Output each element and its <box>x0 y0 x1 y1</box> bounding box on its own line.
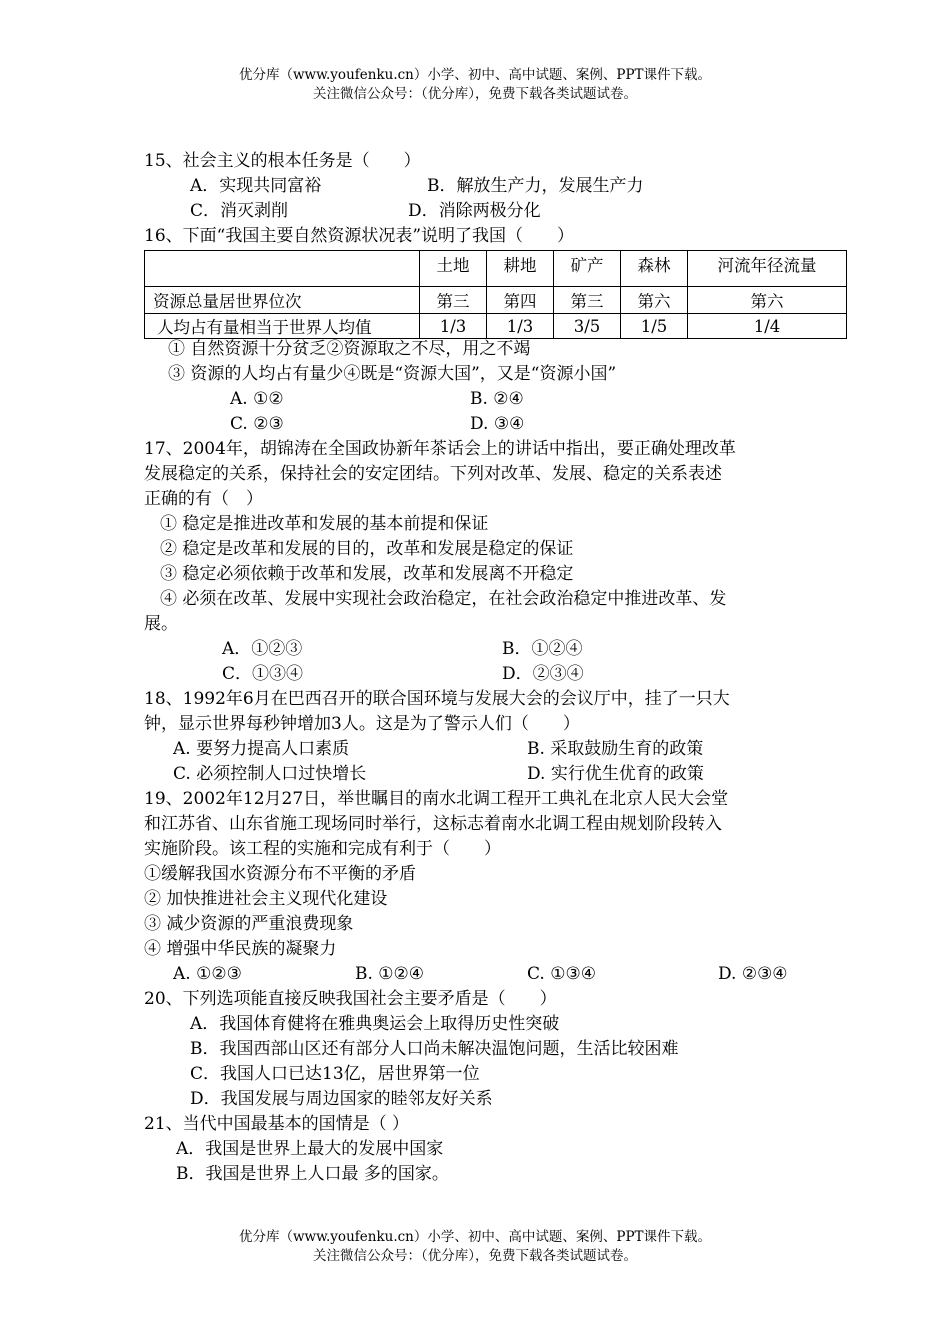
q21-option-b: B．我国是世界上人口最 多的国家。 <box>176 1164 449 1184</box>
table-header-cell: 森林 <box>621 251 688 287</box>
table-cell: 第六 <box>621 287 688 314</box>
q19-stem-line-2: 和江苏省、山东省施工现场同时举行，这标志着南水北调工程由规划阶段转入 <box>144 814 722 834</box>
table-cell: 1/5 <box>621 314 688 339</box>
table-cell: 3/5 <box>554 314 621 339</box>
table-cell: 第四 <box>487 287 554 314</box>
q17-statement-1: ① 稳定是推进改革和发展的基本前提和保证 <box>160 514 489 534</box>
q18-option-b: B. 采取鼓励生育的政策 <box>527 739 704 759</box>
q18-option-a: A. 要努力提高人口素质 <box>173 739 350 759</box>
q20-option-c: C．我国人口已达13亿，居世界第一位 <box>190 1064 480 1084</box>
q17-option-a: A．①②③ <box>222 639 303 659</box>
q21-stem: 21、当代中国最基本的国情是（ ） <box>144 1114 410 1134</box>
q17-option-c: C．①③④ <box>222 664 304 684</box>
q15-option-d: D．消除两极分化 <box>408 201 541 221</box>
q21-option-a: A．我国是世界上最大的发展中国家 <box>176 1139 444 1159</box>
q19-option-b: B. ①②④ <box>355 964 425 984</box>
table-cell: 第三 <box>554 287 621 314</box>
q20-option-a: A．我国体育健将在雅典奥运会上取得历史性突破 <box>190 1014 560 1034</box>
q16-statement-2: ③ 资源的人均占有量少④既是“资源大国”，又是“资源小国” <box>168 364 617 384</box>
table-header-row <box>145 251 847 287</box>
q18-option-d: D. 实行优生优育的政策 <box>527 764 704 784</box>
footer-line-2: 关注微信公众号：（优分库），免费下载各类试题试卷。 <box>313 1248 637 1264</box>
table-cell: 人均占有量相当于世界人均值 <box>145 314 420 339</box>
q17-stem-line-1: 17、2004年，胡锦涛在全国政协新年茶话会上的讲话中指出，要正确处理改革 <box>144 439 736 459</box>
q20-stem: 20、下列选项能直接反映我国社会主要矛盾是（ ） <box>144 989 557 1009</box>
footer-line-1: 优分库（www.youfenku.cn）小学、初中、高中试题、案例、PPT课件下载。 <box>238 1229 712 1245</box>
q19-statement-3: ③ 减少资源的严重浪费现象 <box>144 914 354 934</box>
q15-option-c: C．消灭剥削 <box>190 201 289 221</box>
q17-statement-4: ④ 必须在改革、发展中实现社会政治稳定，在社会政治稳定中推进改革、发 <box>160 589 727 609</box>
q19-option-a: A. ①②③ <box>173 964 242 984</box>
q20-option-b: B．我国西部山区还有部分人口尚未解决温饱问题，生活比较困难 <box>190 1039 679 1059</box>
q18-stem-line-1: 18、1992年6月在巴西召开的联合国环境与发展大会的会议厅中，挂了一只大 <box>144 689 730 709</box>
q17-statement-4-cont: 展。 <box>144 614 178 634</box>
table-cell: 第六 <box>688 287 847 314</box>
q19-stem-line-1: 19、2002年12月27日，举世瞩目的南水北调工程开工典礼在北京人民大会堂 <box>144 789 729 809</box>
header-line-2: 关注微信公众号：（优分库），免费下载各类试题试卷。 <box>313 86 637 102</box>
q16-option-c: C. ②③ <box>230 414 284 434</box>
table-cell: 1/4 <box>688 314 847 339</box>
q19-statement-1: ①缓解我国水资源分布不平衡的矛盾 <box>144 864 416 884</box>
q19-statement-2: ② 加快推进社会主义现代化建设 <box>144 889 388 909</box>
resource-table <box>144 250 847 339</box>
q19-stem-line-3: 实施阶段。该工程的实施和完成有利于（ ） <box>144 839 501 859</box>
q18-stem-line-2: 钟，显示世界每秒钟增加3人。这是为了警示人们（ ） <box>144 714 580 734</box>
table-header-cell: 河流年径流量 <box>688 251 847 287</box>
q19-statement-4: ④ 增强中华民族的凝聚力 <box>144 939 337 959</box>
table-header-cell: 耕地 <box>487 251 554 287</box>
q16-option-a: A. ①② <box>230 389 284 409</box>
table-row <box>145 287 847 314</box>
table-header-cell: 土地 <box>420 251 487 287</box>
q17-stem-line-3: 正确的有（ ） <box>144 489 263 509</box>
q16-option-d: D. ③④ <box>470 414 525 434</box>
q20-option-d: D．我国发展与周边国家的睦邻友好关系 <box>190 1089 493 1109</box>
table-cell: 资源总量居世界位次 <box>145 287 420 314</box>
table-header-cell: 矿产 <box>554 251 621 287</box>
table-cell: 1/3 <box>487 314 554 339</box>
q15-option-b: B．解放生产力，发展生产力 <box>427 176 644 196</box>
table-cell: 第三 <box>420 287 487 314</box>
q15-stem: 15、社会主义的根本任务是（ ） <box>144 151 421 171</box>
table-row <box>145 314 847 339</box>
q16-stem: 16、下面“我国主要自然资源状况表”说明了我国（ ） <box>144 226 575 246</box>
table-cell: 1/3 <box>420 314 487 339</box>
q18-option-c: C. 必须控制人口过快增长 <box>173 764 367 784</box>
q19-option-c: C. ①③④ <box>527 964 596 984</box>
q17-option-d: D．②③④ <box>502 664 584 684</box>
q16-option-b: B. ②④ <box>470 389 524 409</box>
q15-option-a: A．实现共同富裕 <box>190 176 322 196</box>
header-line-1: 优分库（www.youfenku.cn）小学、初中、高中试题、案例、PPT课件下载。 <box>238 67 712 83</box>
q17-option-b: B．①②④ <box>502 639 583 659</box>
q19-option-d: D. ②③④ <box>718 964 788 984</box>
q16-statement-1: ① 自然资源十分贫乏②资源取之不尽，用之不竭 <box>168 339 531 359</box>
q17-stem-line-2: 发展稳定的关系，保持社会的安定团结。下列对改革、发展、稳定的关系表述 <box>144 464 722 484</box>
q17-statement-3: ③ 稳定必须依赖于改革和发展，改革和发展离不开稳定 <box>160 564 574 584</box>
q17-statement-2: ② 稳定是改革和发展的目的，改革和发展是稳定的保证 <box>160 539 574 559</box>
table-header-cell <box>145 251 420 287</box>
